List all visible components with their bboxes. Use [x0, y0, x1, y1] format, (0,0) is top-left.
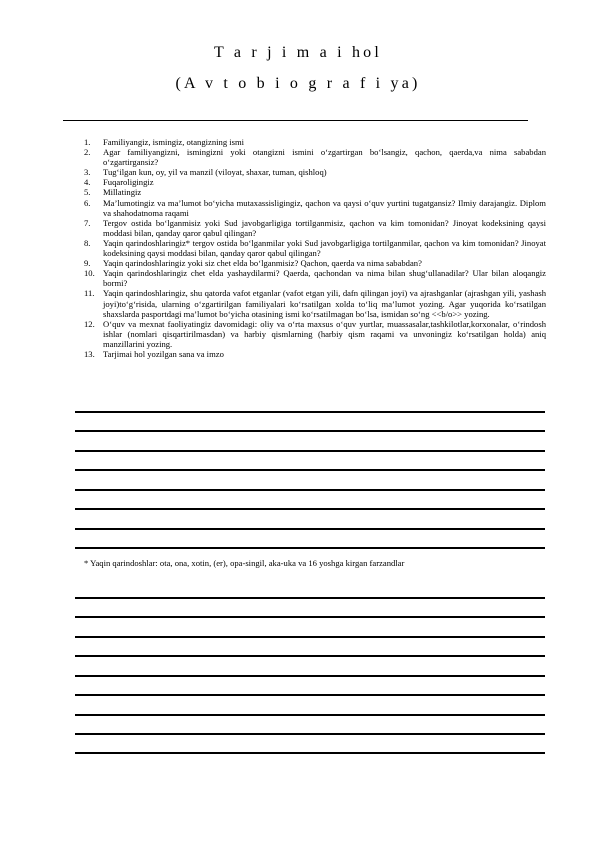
question-text: Yaqin qarindoshlaringiz chet elda yashaydilarmi? Qaerda, qachondan va nima bilan shug‘ullanadilar? Ular bilan aloqangiz bormi? [103, 268, 546, 289]
question-number: 12. [84, 318, 95, 329]
question-number: 3. [84, 167, 91, 178]
writing-line[interactable] [75, 508, 545, 510]
question-number: 5. [84, 187, 91, 198]
question-text: Familiyangiz, ismingiz, otangizning ismi [103, 137, 245, 147]
question-text: Ma’lumotingiz va ma’lumot bo‘yicha mutaxassisligingiz, qachon va qaysi o‘quv yurtini tugatgansiz? Ilmiy darajangiz. Diplom va shahodatnoma raqami [103, 197, 546, 218]
question-text: Tergov ostida bo‘lganmisiz yoki Sud javobgarligiga tortilganmisiz, qachon va kim tomonidan? Jinoyat kodeksining qaysi moddasi bilan, qanday qaror qabul qilingan? [103, 217, 546, 238]
question-item [84, 147, 546, 167]
writing-line[interactable] [75, 752, 545, 754]
question-number: 4. [84, 177, 91, 188]
question-item [84, 319, 546, 349]
question-text: Agar familiyangizni, ismingizni yoki otangizni ismini o‘zgartirgan bo‘lsangiz, qachon, qaerda,va nima sababdan o‘zgartirgansiz? [103, 147, 546, 168]
question-text: O‘quv va mexnat faoliyatingiz davomidagi: oliy va o‘rta maxsus o‘quv yurtlar, muassasalar,tashkilotlar,korxonalar, o‘rindosh ishlar (nomlari qisqartirilmasdan) va harbiy qismlarning (harbiy qism raqami va unvoningiz ko‘rsatilgan holda) aniq manzillarini yozing. [103, 318, 546, 349]
question-item [84, 167, 546, 177]
writing-line[interactable] [75, 616, 545, 618]
question-text: Tug‘ilgan kun, oy, yil va manzil (viloyat, shaxar, tuman, qishloq) [103, 167, 327, 178]
question-text: Yaqin qarindoshlaringiz* tergov ostida bo‘lganmilar yoki Sud javobgarligiga tortilganmilar, qachon va kim tomonidan? Jinoyat kodeksining qaysi moddasi bilan, qanday qaror qabul qilingan? [103, 237, 546, 259]
question-item [84, 218, 546, 238]
header-divider [63, 120, 528, 121]
writing-line[interactable] [75, 528, 545, 530]
question-text: Yaqin qarindoshlaringiz, shu qatorda vafot etganlar (vafot etgan yili, dafn qilingan joyi) va ajrashganlar (ajrashgan yili, yashash joyi)to‘g‘risida, ularning o‘zgartirilgan familiyalari ko‘rsatilgan xolda to‘liq ma’lumot yozing. Agar yuqorida ko‘rsatilgan shaxslarda pasportdagi ma’lumot bo‘yicha otasining ismi ko‘rsatilmagan bo‘lsa, ismidan so‘ng <<b/o>> yozing. [103, 288, 546, 319]
question-number: 7. [84, 217, 91, 228]
question-text: Tarjimai hol yozilgan sana va imzo [103, 348, 224, 359]
writing-line[interactable] [75, 733, 545, 735]
writing-line[interactable] [75, 675, 545, 677]
question-number: 13. [84, 348, 95, 359]
question-number: 10. [84, 268, 95, 279]
writing-line[interactable] [75, 694, 545, 696]
writing-line[interactable] [75, 489, 545, 491]
question-number: 1. [84, 137, 91, 147]
question-item [84, 198, 546, 218]
question-item [84, 238, 546, 258]
question-item [84, 177, 546, 187]
page-title: T a r j i m a i hol [213, 44, 383, 61]
writing-line[interactable] [75, 655, 545, 657]
question-item [84, 258, 546, 268]
writing-line[interactable] [75, 411, 545, 413]
writing-line[interactable] [75, 597, 545, 599]
writing-line[interactable] [75, 469, 545, 471]
writing-line[interactable] [75, 636, 545, 638]
question-text: Millatingiz [103, 187, 142, 198]
footnote: * Yaqin qarindoshlar: ota, ona, xotin, (er), opa-singil, aka-uka va 16 yoshga kirgan farzandlar [84, 558, 405, 568]
question-item [84, 187, 546, 197]
writing-line[interactable] [75, 430, 545, 432]
question-number: 11. [84, 288, 95, 299]
question-number: 9. [84, 258, 91, 269]
question-number: 2. [84, 147, 91, 158]
question-text: Fuqaroligingiz [103, 177, 154, 188]
question-list [84, 137, 546, 359]
page-subtitle: (A v t o b i o g r a f i ya) [175, 75, 421, 92]
question-item [84, 288, 546, 318]
writing-line[interactable] [75, 450, 545, 452]
question-item [84, 349, 546, 359]
question-number: 6. [84, 197, 91, 208]
question-number: 8. [84, 237, 91, 248]
question-item [84, 268, 546, 288]
question-item [84, 137, 546, 147]
question-text: Yaqin qarindoshlaringiz yoki siz chet elda bo‘lganmisiz? Qachon, qaerda va nima sababdan? [103, 258, 422, 269]
writing-line[interactable] [75, 714, 545, 716]
writing-line[interactable] [75, 547, 545, 549]
